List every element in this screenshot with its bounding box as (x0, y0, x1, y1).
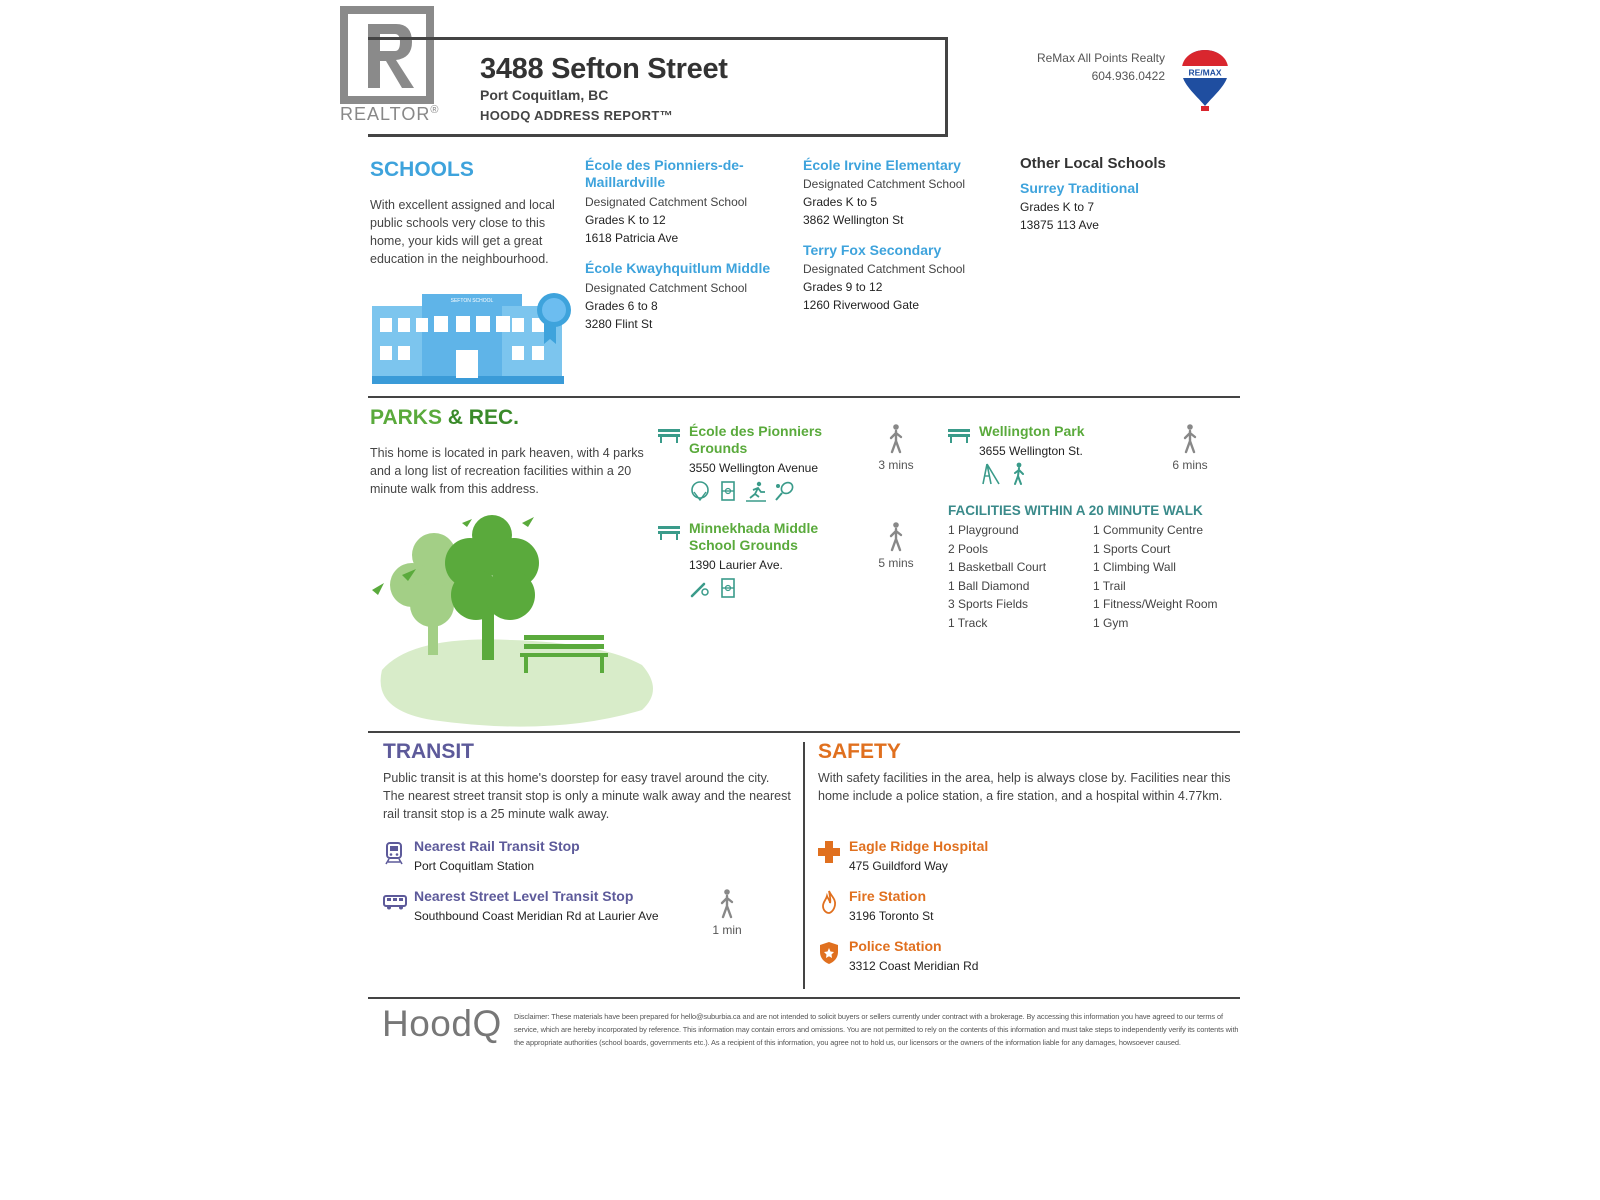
school-name[interactable]: École Kwayhquitlum Middle (585, 260, 771, 276)
park-item-1 (658, 423, 888, 502)
safety-name[interactable]: Police Station (849, 938, 942, 954)
bench-icon (948, 427, 970, 443)
other-schools-title: Other Local Schools (1020, 155, 1166, 172)
basketball-icon (689, 480, 711, 502)
street-walk (697, 889, 757, 937)
street-value: Southbound Coast Meridian Rd at Laurier Ave (414, 909, 659, 923)
school-type: Designated Catchment School (803, 262, 966, 276)
park-item-3 (948, 423, 1168, 486)
park-trees-illustration (372, 515, 662, 730)
safety-item-fire (818, 888, 1218, 925)
school-grades: Grades 6 to 8 (585, 299, 658, 313)
school-grades: Grades K to 5 (803, 195, 878, 209)
facility-item: 1 Sports Court (1093, 541, 1171, 556)
facilities-right-list (1093, 521, 1218, 632)
school-grades: Grades 9 to 12 (803, 280, 883, 294)
divider-footer (368, 997, 1240, 999)
sports-field-icon (717, 480, 739, 502)
walking-person-icon (888, 424, 904, 454)
park-name[interactable]: Wellington Park (979, 423, 1085, 439)
safety-description: With safety facilities in the area, help is always close by. Facilities near this home include a police station, a fire station, and a hospital within 4.77km. (818, 771, 1231, 803)
park-walk-1 (866, 424, 926, 472)
rail-transit (384, 838, 784, 875)
school-name[interactable]: Surrey Traditional (1020, 180, 1140, 196)
parks-title (370, 406, 519, 430)
hospital-cross-icon (818, 841, 840, 863)
school-name[interactable]: École des Pionniers-de-Maillardville (585, 157, 744, 190)
park-walk-3 (1160, 424, 1220, 472)
school-address: 1618 Patricia Ave (585, 231, 679, 245)
school-type: Designated Catchment School (803, 177, 966, 191)
school-name[interactable]: École Irvine Elementary (803, 157, 961, 173)
baseball-icon (689, 577, 711, 599)
parks-title-a: PARKS (370, 406, 442, 429)
rail-value: Port Coquitlam Station (414, 859, 535, 873)
agency-name: ReMax All Points Realty (1036, 51, 1165, 65)
school-grades: Grades K to 12 (585, 213, 666, 227)
facility-item: 1 Track (948, 615, 988, 630)
school-address: 13875 113 Ave (1020, 218, 1099, 232)
realtor-text: REALTOR (340, 104, 431, 124)
address-box (368, 37, 948, 137)
street-transit (384, 888, 704, 925)
other-school-1 (1020, 180, 1220, 234)
bus-icon (383, 894, 407, 910)
rail-title[interactable]: Nearest Rail Transit Stop (414, 838, 580, 854)
school-address: 3280 Flint St (585, 317, 653, 331)
transit-description: Public transit is at this home's doorstep for easy travel around the city. The nearest street transit stop is only a minute walk away and the nearest rail transit stop is a 25 minute walk away. (383, 771, 791, 821)
walking-person-icon (888, 522, 904, 552)
park-walk-2 (866, 522, 926, 570)
parks-title-b: & REC. (441, 406, 519, 429)
facilities-block (948, 503, 1248, 632)
schools-title: SCHOOLS (370, 158, 474, 181)
school-1 (585, 157, 790, 247)
school-3 (803, 157, 1003, 229)
school-grades: Grades K to 7 (1020, 200, 1095, 214)
walk-time: 5 mins (878, 556, 914, 570)
address-city: Port Coquitlam, BC (480, 87, 609, 103)
report-title: HOODQ ADDRESS REPORT™ (480, 108, 673, 123)
facility-item: 1 Community Centre (1093, 523, 1204, 537)
school-address: 1260 Riverwood Gate (803, 298, 920, 312)
safety-item-police (818, 938, 1218, 975)
agency-phone: 604.936.0422 (1091, 69, 1165, 83)
bench-icon (658, 524, 680, 540)
school-type: Designated Catchment School (585, 281, 748, 295)
remax-logo-text: RE/MAX (1188, 67, 1222, 78)
park-address: 3655 Wellington St. (979, 444, 1083, 458)
train-icon (384, 841, 404, 865)
schools-description: With excellent assigned and local public schools very close to this home, your kids will get a great education in the neighbourhood. (370, 198, 555, 266)
safety-address: 3196 Toronto St (849, 909, 934, 923)
walking-person-icon (719, 889, 735, 919)
safety-item-hospital (818, 838, 1218, 875)
park-name[interactable]: Minnekhada Middle School Grounds (689, 520, 819, 553)
facility-item: 1 Basketball Court (948, 560, 1047, 574)
tennis-icon (773, 480, 795, 502)
school-type: Designated Catchment School (585, 195, 748, 209)
school-address: 3862 Wellington St (803, 213, 904, 227)
facility-item: 1 Fitness/Weight Room (1093, 597, 1218, 611)
park-name[interactable]: École des Pionniers Grounds (689, 423, 823, 456)
walk-time: 3 mins (878, 458, 914, 472)
address-title: 3488 Sefton Street (480, 53, 728, 85)
transit-title: TRANSIT (383, 740, 474, 763)
safety-title: SAFETY (818, 740, 901, 763)
facility-item: 2 Pools (948, 541, 989, 556)
walking-person-icon (1182, 424, 1198, 454)
park-address: 1390 Laurier Ave. (689, 558, 783, 572)
running-track-icon (745, 480, 767, 502)
facilities-left-list (948, 521, 1093, 632)
park-item-2 (658, 520, 888, 599)
walk-time: 1 min (712, 923, 742, 937)
facility-item: 1 Climbing Wall (1093, 560, 1176, 574)
safety-address: 3312 Coast Meridian Rd (849, 959, 979, 973)
safety-name[interactable]: Eagle Ridge Hospital (849, 838, 989, 854)
park-address: 3550 Wellington Avenue (689, 461, 818, 475)
school-name[interactable]: Terry Fox Secondary (803, 242, 942, 258)
school-building-sign: SEFTON SCHOOL (450, 298, 494, 304)
realtor-reg: ® (430, 104, 440, 116)
facility-item: 3 Sports Fields (948, 597, 1029, 611)
hoodq-logo: HoodQ (382, 1003, 502, 1044)
school-building-illustration (372, 292, 582, 396)
remax-balloon-icon (1180, 48, 1230, 114)
playground-icon (981, 462, 1003, 486)
facilities-title: FACILITIES WITHIN A 20 MINUTE WALK (948, 503, 1203, 518)
police-badge-icon (819, 941, 839, 965)
divider-vertical (803, 742, 805, 989)
walk-time: 6 mins (1172, 458, 1208, 472)
facility-item: 1 Gym (1093, 615, 1129, 630)
safety-address: 475 Guildford Way (849, 859, 948, 873)
fire-flame-icon (821, 890, 837, 914)
sports-field-icon (717, 577, 739, 599)
facility-item: 1 Trail (1093, 578, 1126, 593)
facility-item: 1 Playground (948, 523, 1019, 537)
school-2 (585, 260, 790, 333)
disclaimer: Disclaimer: These materials have been prepared for hello@suburbia.ca and are not intended to solicit buyers or sellers currently under contract with a brokerage. By accessing this information you have agreed to our terms of service, which are hereby incorporated by reference. This information may contain errors and omissions. You are not permitted to rely on the contents of this information and must take steps to independently verify its contents with the appropriate authorities (school boards, governments etc.). As a recipient of this information, you agree not to hold us, our licensors or the owners of the information liable for any damages, howsoever caused. (514, 1012, 1239, 1047)
safety-name[interactable]: Fire Station (849, 888, 927, 904)
street-title[interactable]: Nearest Street Level Transit Stop (414, 888, 634, 904)
trail-hiker-icon (1009, 462, 1027, 486)
facility-item: 1 Ball Diamond (948, 578, 1030, 593)
school-4 (803, 242, 1003, 314)
bench-icon (658, 427, 680, 443)
divider-parks (368, 731, 1240, 733)
parks-description: This home is located in park heaven, with 4 parks and a long list of recreation facilities within a 20 minute walk from this address. (370, 446, 644, 496)
divider-schools (368, 396, 1240, 398)
